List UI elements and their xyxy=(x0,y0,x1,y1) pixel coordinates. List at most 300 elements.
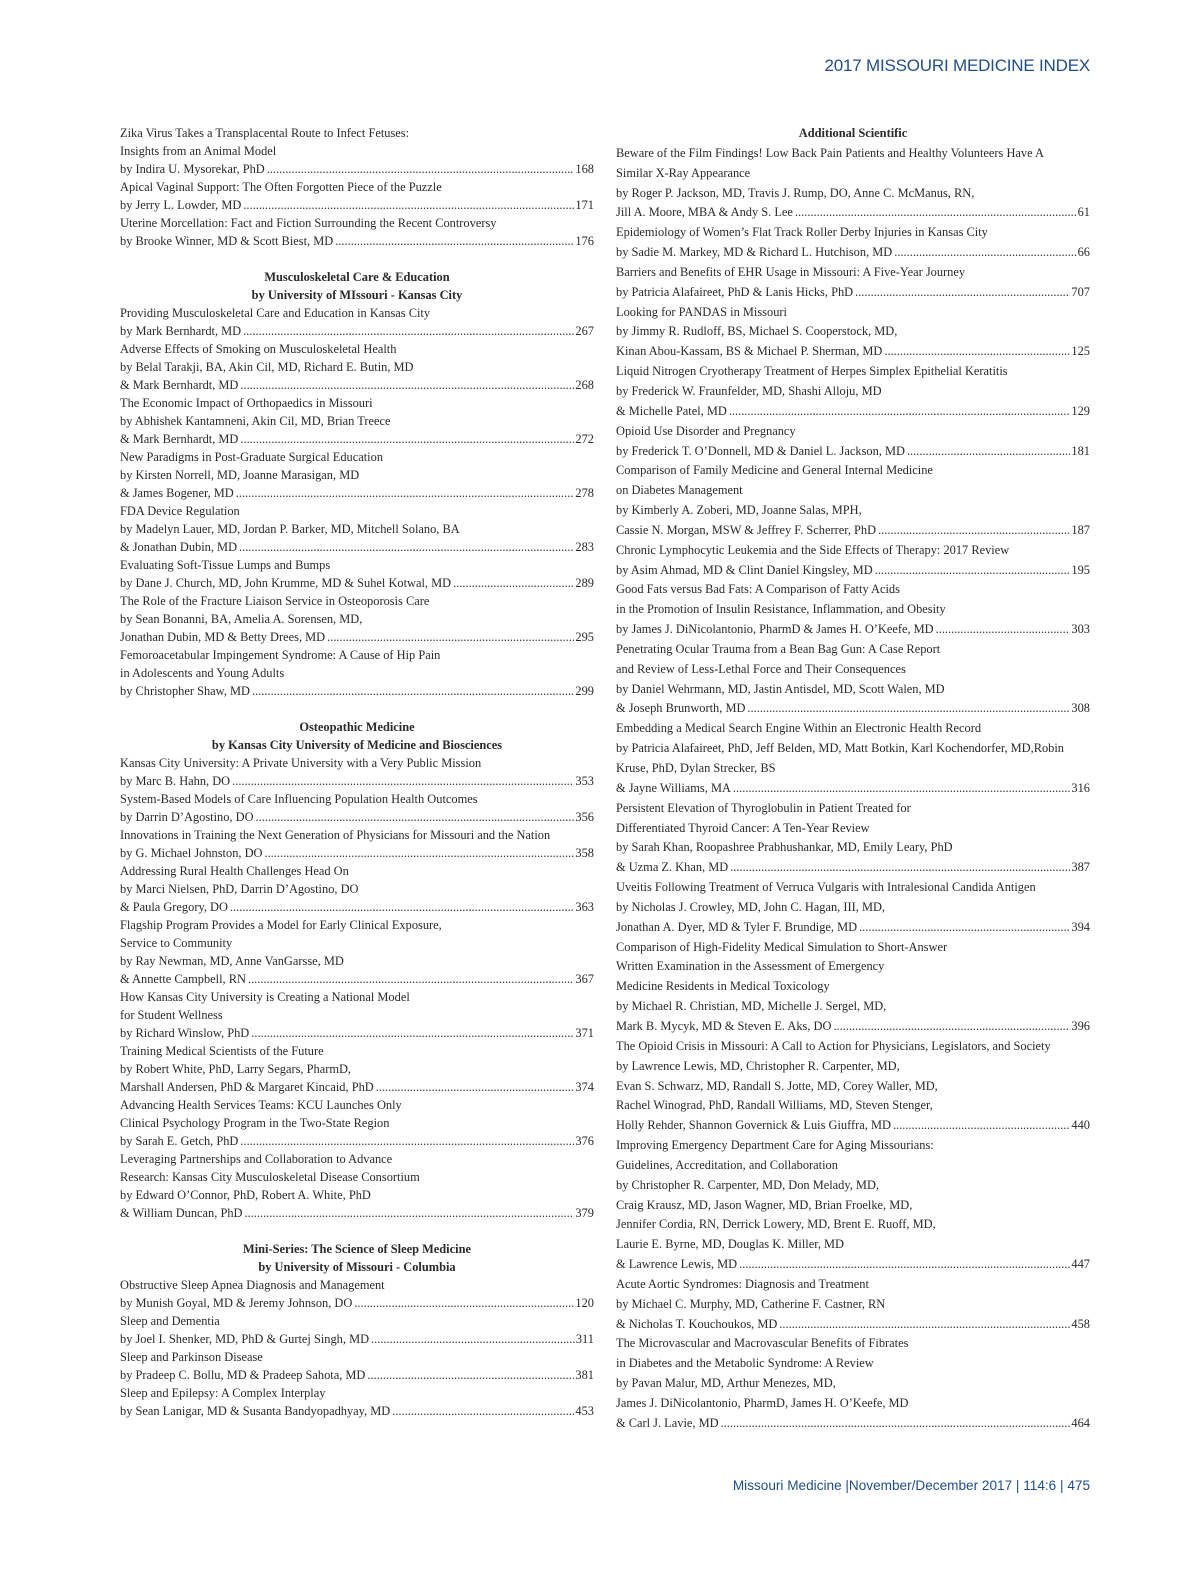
entry-author-line xyxy=(120,898,594,916)
entry-author-line xyxy=(120,682,594,700)
running-header: 2017 MISSOURI MEDICINE INDEX xyxy=(824,56,1090,75)
index-entry xyxy=(616,263,1090,303)
entry-title: How Kansas City University is Creating a National Model xyxy=(120,990,410,1004)
entry-title: Advancing Health Services Teams: KCU Launches Only xyxy=(120,1098,402,1112)
entry-authors: by Lawrence Lewis, MD, Christopher R. Carpenter, MD, xyxy=(616,1058,900,1073)
entry-authors: by Abhishek Kantamneni, Akin Cil, MD, Brian Treece xyxy=(120,414,391,428)
entry-title: Comparison of Family Medicine and General Internal Medicine xyxy=(616,463,933,478)
entry-author-line xyxy=(616,561,1090,581)
entry-title: in the Promotion of Insulin Resistance, Inflammation, and Obesity xyxy=(616,602,946,617)
page-number: 458 xyxy=(1071,1316,1090,1331)
entry-title: System-Based Models of Care Influencing Population Health Outcomes xyxy=(120,792,478,806)
page-number: 367 xyxy=(575,972,594,986)
index-entry xyxy=(616,580,1090,640)
dot-leader xyxy=(256,808,575,826)
dot-leader xyxy=(936,620,1071,640)
index-entry xyxy=(120,304,594,340)
index-entry xyxy=(616,144,1090,223)
page-number: 187 xyxy=(1071,522,1090,537)
page-number: 129 xyxy=(1071,403,1090,418)
entry-authors: Kruse, PhD, Dylan Strecker, BS xyxy=(616,761,776,775)
entry-title: Similar X-Ray Appearance xyxy=(616,165,751,180)
page-number: 268 xyxy=(575,378,594,392)
entry-authors: James J. DiNicolantonio, PharmD, James H. O’Keefe, MD xyxy=(616,1396,909,1410)
index-entry xyxy=(616,1275,1090,1335)
entry-title: Innovations in Training the Next Generation of Physicians for Missouri and the Nation xyxy=(120,828,551,842)
dot-leader xyxy=(392,1402,574,1420)
dot-leader xyxy=(721,1414,1071,1434)
entry-authors: by Robert White, PhD, Larry Segars, PharmD, xyxy=(120,1062,352,1076)
dot-leader xyxy=(264,844,574,862)
entry-title: The Microvascular and Macrovascular Benefits of Fibrates xyxy=(616,1336,909,1351)
index-entry xyxy=(616,541,1090,581)
entry-author-line xyxy=(120,628,594,646)
entry-authors: Laurie E. Byrne, MD, Douglas K. Miller, MD xyxy=(616,1237,845,1252)
entry-authors: Mark B. Mycyk, MD & Steven E. Aks, DO xyxy=(616,1018,832,1033)
index-entry xyxy=(120,1150,594,1222)
entry-title: Improving Emergency Department Care for Aging Missourians: xyxy=(616,1138,934,1153)
entry-author-line xyxy=(120,1078,594,1096)
section-heading: by University of MIssouri - Kansas City xyxy=(251,288,463,302)
dot-leader xyxy=(833,1017,1070,1037)
entry-title: Chronic Lymphocytic Leukemia and the Side Effects of Therapy: 2017 Review xyxy=(616,542,1010,557)
index-entry xyxy=(616,303,1090,363)
entry-authors: by Sarah E. Getch, PhD xyxy=(120,1134,239,1148)
entry-authors: by Christopher R. Carpenter, MD, Don Melady, MD, xyxy=(616,1177,879,1192)
entry-authors: by Ray Newman, MD, Anne VanGarsse, MD xyxy=(120,954,344,968)
entry-authors: by Sadie M. Markey, MD & Richard L. Hutchison, MD xyxy=(616,245,893,260)
entry-authors: by Patricia Alafaireet, PhD, Jeff Belden, MD, Matt Botkin, Karl Kochendorfer, MD,Robin xyxy=(616,741,1064,756)
entry-authors: Evan S. Schwarz, MD, Randall S. Jotte, MD, Corey Waller, MD, xyxy=(616,1078,938,1093)
entry-authors: by Joel I. Shenker, MD, PhD & Gurtej Singh, MD xyxy=(120,1332,370,1346)
entry-authors: Marshall Andersen, PhD & Margaret Kincaid, PhD xyxy=(120,1080,374,1094)
entry-title: Femoroacetabular Impingement Syndrome: A Cause of Hip Pain xyxy=(120,648,441,662)
dot-leader xyxy=(232,772,574,790)
entry-title: Persistent Elevation of Thyroglobulin in Patient Treated for xyxy=(616,800,911,815)
entry-title: Barriers and Benefits of EHR Usage in Missouri: A Five-Year Journey xyxy=(616,264,966,279)
page-number: 267 xyxy=(575,324,594,338)
entry-authors: by Brooke Winner, MD & Scott Biest, MD xyxy=(120,234,334,248)
index-section xyxy=(120,268,594,700)
entry-authors: by Mark Bernhardt, MD xyxy=(120,324,242,338)
index-entry xyxy=(616,799,1090,878)
entry-title: in Adolescents and Young Adults xyxy=(120,666,285,680)
index-column-right xyxy=(616,124,1090,1452)
entry-authors: & Mark Bernhardt, MD xyxy=(120,378,239,392)
entry-authors: by Belal Tarakji, BA, Akin Cil, MD, Richard E. Butin, MD xyxy=(120,360,414,374)
entry-title: Acute Aortic Syndromes: Diagnosis and Treatment xyxy=(616,1276,869,1291)
entry-authors: by Michael R. Christian, MD, Michelle J. Sergel, MD, xyxy=(616,999,887,1014)
entry-author-line xyxy=(120,1132,594,1150)
dot-leader xyxy=(893,1116,1070,1136)
index-entry xyxy=(120,340,594,394)
index-entry xyxy=(120,178,594,214)
entry-authors: & Jonathan Dubin, MD xyxy=(120,540,238,554)
entry-title: FDA Device Regulation xyxy=(120,504,240,518)
entry-authors: & William Duncan, PhD xyxy=(120,1206,243,1220)
index-entry xyxy=(120,502,594,556)
dot-leader xyxy=(875,561,1071,581)
entry-authors: by Nicholas J. Crowley, MD, John C. Hagan, III, MD, xyxy=(616,899,886,914)
index-entry xyxy=(120,754,594,790)
entry-author-line xyxy=(120,196,594,214)
page-number: 278 xyxy=(575,486,594,500)
index-entry xyxy=(120,448,594,502)
entry-title: Sleep and Dementia xyxy=(120,1314,220,1328)
page-number: 66 xyxy=(1077,245,1090,260)
entry-author-line xyxy=(616,918,1090,938)
index-column-left xyxy=(120,124,594,1438)
entry-title: Differentiated Thyroid Cancer: A Ten-Year Review xyxy=(616,820,870,835)
entry-title: The Economic Impact of Orthopaedics in Missouri xyxy=(120,396,373,410)
page-number: 381 xyxy=(575,1368,594,1382)
entry-author-line xyxy=(120,1366,594,1384)
index-entry xyxy=(616,640,1090,719)
entry-title: and Review of Less-Lethal Force and Their Consequences xyxy=(616,661,906,676)
page-number: 168 xyxy=(575,162,594,176)
entry-authors: by Marci Nielsen, PhD, Darrin D’Agostino, DO xyxy=(120,882,359,896)
page-number: 394 xyxy=(1071,919,1090,934)
entry-authors: & Carl J. Lavie, MD xyxy=(616,1415,719,1430)
entry-author-line xyxy=(616,243,1090,263)
index-section xyxy=(120,1240,594,1420)
entry-authors: by Edward O’Connor, PhD, Robert A. White, PhD xyxy=(120,1188,371,1202)
dot-leader xyxy=(884,342,1070,362)
entry-title: Leveraging Partnerships and Collaboration to Advance xyxy=(120,1152,393,1166)
entry-title: Flagship Program Provides a Model for Early Clinical Exposure, xyxy=(120,918,442,932)
page-number: 363 xyxy=(575,900,594,914)
entry-title: Comparison of High-Fidelity Medical Simulation to Short-Answer xyxy=(616,939,948,954)
page-number: 171 xyxy=(575,198,594,212)
dot-leader xyxy=(244,1204,574,1222)
entry-author-line xyxy=(120,484,594,502)
entry-author-line xyxy=(616,699,1090,719)
dot-leader xyxy=(733,779,1070,799)
entry-authors: by Darrin D’Agostino, DO xyxy=(120,810,254,824)
entry-author-line xyxy=(616,1017,1090,1037)
entry-authors: by Kimberly A. Zoberi, MD, Joanne Salas, MPH, xyxy=(616,503,862,518)
entry-authors: by Asim Ahmad, MD & Clint Daniel Kingsley, MD xyxy=(616,562,873,577)
entry-title: in Diabetes and the Metabolic Syndrome: A Review xyxy=(616,1356,874,1371)
dot-leader xyxy=(453,574,574,592)
dot-leader xyxy=(894,243,1076,263)
entry-authors: by Jimmy R. Rudloff, BS, Michael S. Cooperstock, MD, xyxy=(616,324,898,339)
dot-leader xyxy=(240,1132,574,1150)
section-heading: Musculoskeletal Care & Education xyxy=(264,270,450,284)
entry-authors: & Mark Bernhardt, MD xyxy=(120,432,239,446)
page-number: 299 xyxy=(575,684,594,698)
index-entry xyxy=(616,719,1090,798)
index-section xyxy=(120,124,594,250)
dot-leader xyxy=(354,1294,574,1312)
page-number: 387 xyxy=(1071,860,1090,875)
page-number: 464 xyxy=(1071,1415,1090,1430)
entry-author-line xyxy=(120,1204,594,1222)
page-number: 358 xyxy=(575,846,594,860)
entry-author-line xyxy=(616,342,1090,362)
page-number: 353 xyxy=(575,774,594,788)
index-entry xyxy=(616,1037,1090,1136)
index-entry xyxy=(616,461,1090,540)
entry-author-line xyxy=(616,521,1090,541)
entry-authors: Jonathan A. Dyer, MD & Tyler F. Brundige, MD xyxy=(616,919,858,934)
index-entry xyxy=(120,1384,594,1420)
entry-authors: by Dane J. Church, MD, John Krumme, MD & Suhel Kotwal, MD xyxy=(120,576,452,590)
page-number: 356 xyxy=(575,810,594,824)
entry-title: Uterine Morcellation: Fact and Fiction Surrounding the Recent Controversy xyxy=(120,216,497,230)
entry-authors: Holly Rehder, Shannon Governick & Luis Giuffra, MD xyxy=(616,1118,891,1133)
entry-author-line xyxy=(616,779,1090,799)
dot-leader xyxy=(859,918,1070,938)
dot-leader xyxy=(376,1078,575,1096)
entry-author-line xyxy=(616,402,1090,422)
entry-authors: & Joseph Brunworth, MD xyxy=(616,701,746,716)
entry-title: Sleep and Parkinson Disease xyxy=(120,1350,263,1364)
entry-title: Looking for PANDAS in Missouri xyxy=(616,304,787,319)
page-number: 181 xyxy=(1071,443,1090,458)
entry-author-line xyxy=(120,574,594,592)
index-entry xyxy=(120,1348,594,1384)
entry-authors: by Roger P. Jackson, MD, Travis J. Rump, DO, Anne C. McManus, RN, xyxy=(616,185,975,200)
index-section xyxy=(616,124,1090,1434)
entry-authors: & Annette Campbell, RN xyxy=(120,972,246,986)
entry-authors: & Nicholas T. Kouchoukos, MD xyxy=(616,1316,778,1331)
entry-authors: by Kirsten Norrell, MD, Joanne Marasigan, MD xyxy=(120,468,360,482)
dot-leader xyxy=(240,430,574,448)
page-number: 453 xyxy=(575,1404,594,1418)
entry-authors: & Uzma Z. Khan, MD xyxy=(616,860,729,875)
dot-leader xyxy=(251,1024,574,1042)
entry-title: Evaluating Soft-Tissue Lumps and Bumps xyxy=(120,558,331,572)
entry-authors: by Sean Lanigar, MD & Susanta Bandyopadhyay, MD xyxy=(120,1404,391,1418)
index-entry xyxy=(120,862,594,916)
entry-authors: by G. Michael Johnston, DO xyxy=(120,846,263,860)
entry-author-line xyxy=(120,538,594,556)
entry-authors: & Lawrence Lewis, MD xyxy=(616,1257,738,1272)
entry-authors: by Christopher Shaw, MD xyxy=(120,684,250,698)
entry-title: Epidemiology of Women’s Flat Track Roller Derby Injuries in Kansas City xyxy=(616,225,988,240)
dot-leader xyxy=(795,203,1077,223)
index-section xyxy=(120,718,594,1222)
entry-author-line xyxy=(616,1315,1090,1335)
page-number: 374 xyxy=(575,1080,594,1094)
page-number: 371 xyxy=(575,1026,594,1040)
page-number: 316 xyxy=(1071,780,1090,795)
entry-author-line xyxy=(120,376,594,394)
page-number: 376 xyxy=(575,1134,594,1148)
entry-author-line xyxy=(120,1330,594,1348)
index-entry xyxy=(616,1334,1090,1433)
section-heading: Additional Scientific xyxy=(798,126,908,140)
entry-author-line xyxy=(616,620,1090,640)
index-entry xyxy=(120,1312,594,1348)
entry-authors: by Frederick T. O’Donnell, MD & Daniel L. Jackson, MD xyxy=(616,443,905,458)
index-entry xyxy=(120,124,594,178)
entry-authors: by Frederick W. Fraunfelder, MD, Shashi Alloju, MD xyxy=(616,383,882,398)
entry-author-line xyxy=(120,1024,594,1042)
entry-author-line xyxy=(120,430,594,448)
entry-authors: Jennifer Cordia, RN, Derrick Lowery, MD, Brent E. Ruoff, MD, xyxy=(616,1217,936,1232)
entry-title: Service to Community xyxy=(120,936,233,950)
entry-authors: by Indira U. Mysorekar, PhD xyxy=(120,162,265,176)
entry-title: Insights from an Animal Model xyxy=(120,144,277,158)
entry-title: Uveitis Following Treatment of Verruca Vulgaris with Intralesional Candida Antigen xyxy=(616,880,1036,895)
entry-author-line xyxy=(616,442,1090,462)
dot-leader xyxy=(878,521,1070,541)
entry-authors: & Paula Gregory, DO xyxy=(120,900,228,914)
index-entry xyxy=(616,878,1090,938)
entry-author-line xyxy=(616,1414,1090,1434)
page-number: 195 xyxy=(1071,562,1090,577)
entry-author-line xyxy=(120,808,594,826)
page-number: 311 xyxy=(575,1332,594,1346)
index-entry xyxy=(120,1096,594,1150)
entry-authors: by Michael C. Murphy, MD, Catherine F. Castner, RN xyxy=(616,1296,886,1311)
index-entry xyxy=(120,1042,594,1096)
entry-authors: by Richard Winslow, PhD xyxy=(120,1026,250,1040)
entry-author-line xyxy=(120,772,594,790)
page-number: 308 xyxy=(1071,701,1090,716)
dot-leader xyxy=(327,628,574,646)
section-heading: Osteopathic Medicine xyxy=(299,720,415,734)
dot-leader xyxy=(230,898,574,916)
entry-title: New Paradigms in Post-Graduate Surgical Education xyxy=(120,450,384,464)
page-number: 120 xyxy=(575,1296,594,1310)
entry-title: Kansas City University: A Private University with a Very Public Mission xyxy=(120,756,482,770)
index-entry xyxy=(120,214,594,250)
index-entry xyxy=(616,938,1090,1037)
section-heading: by Kansas City University of Medicine and Biosciences xyxy=(211,738,503,752)
entry-author-line xyxy=(120,844,594,862)
entry-authors: Craig Krausz, MD, Jason Wagner, MD, Brian Froelke, MD, xyxy=(616,1197,913,1212)
index-entry xyxy=(120,646,594,700)
dot-leader xyxy=(907,442,1070,462)
page-number: 272 xyxy=(575,432,594,446)
entry-author-line xyxy=(120,1402,594,1420)
index-entry xyxy=(616,362,1090,422)
entry-author-line xyxy=(120,322,594,340)
entry-title: Training Medical Scientists of the Future xyxy=(120,1044,324,1058)
page-number: 295 xyxy=(575,630,594,644)
entry-authors: Cassie N. Morgan, MSW & Jeffrey F. Scherrer, PhD xyxy=(616,522,877,537)
entry-authors: & Michelle Patel, MD xyxy=(616,403,727,418)
entry-title: Good Fats versus Bad Fats: A Comparison of Fatty Acids xyxy=(616,582,900,597)
page-number: 61 xyxy=(1077,205,1090,220)
page-number: 283 xyxy=(575,540,594,554)
dot-leader xyxy=(243,322,574,340)
dot-leader xyxy=(747,699,1070,719)
entry-title: Obstructive Sleep Apnea Diagnosis and Management xyxy=(120,1278,385,1292)
entry-author-line xyxy=(120,970,594,988)
entry-author-line xyxy=(616,283,1090,303)
entry-authors: by Marc B. Hahn, DO xyxy=(120,774,231,788)
entry-title: Providing Musculoskeletal Care and Education in Kansas City xyxy=(120,306,431,320)
dot-leader xyxy=(240,376,574,394)
entry-title: Written Examination in the Assessment of Emergency xyxy=(616,959,885,974)
entry-authors: by Munish Goyal, MD & Jeremy Johnson, DO xyxy=(120,1296,353,1310)
dot-leader xyxy=(248,970,574,988)
entry-authors: by James J. DiNicolantonio, PharmD & James H. O’Keefe, MD xyxy=(616,622,934,637)
entry-title: The Opioid Crisis in Missouri: A Call to Action for Physicians, Legislators, and Society xyxy=(616,1038,1051,1053)
entry-authors: & James Bogener, MD xyxy=(120,486,234,500)
index-entry xyxy=(120,826,594,862)
index-entry xyxy=(120,1276,594,1312)
entry-title: Zika Virus Takes a Transplacental Route to Infect Fetuses: xyxy=(120,126,410,140)
entry-title: Penetrating Ocular Trauma from a Bean Bag Gun: A Case Report xyxy=(616,641,941,656)
dot-leader xyxy=(239,538,574,556)
page-number: 379 xyxy=(575,1206,594,1220)
page-number: 289 xyxy=(575,576,594,590)
entry-author-line xyxy=(616,858,1090,878)
index-entry xyxy=(616,1136,1090,1275)
entry-title: Opioid Use Disorder and Pregnancy xyxy=(616,423,796,438)
index-entry xyxy=(120,592,594,646)
entry-title: Apical Vaginal Support: The Often Forgotten Piece of the Puzzle xyxy=(120,180,442,194)
page-number: 447 xyxy=(1071,1257,1090,1272)
page-number: 707 xyxy=(1071,284,1090,299)
entry-authors: by Pavan Malur, MD, Arthur Menezes, MD, xyxy=(616,1376,836,1391)
entry-authors: by Sarah Khan, Roopashree Prabhushankar, MD, Emily Leary, PhD xyxy=(616,840,953,855)
dot-leader xyxy=(367,1366,574,1384)
entry-author-line xyxy=(120,160,594,178)
index-entry xyxy=(120,988,594,1042)
entry-author-line xyxy=(120,232,594,250)
dot-leader xyxy=(855,283,1070,303)
entry-title: Guidelines, Accreditation, and Collaboration xyxy=(616,1157,838,1172)
dot-leader xyxy=(730,858,1070,878)
page-number: 440 xyxy=(1071,1118,1090,1133)
entry-authors: Jill A. Moore, MBA & Andy S. Lee xyxy=(616,205,793,220)
dot-leader xyxy=(252,682,574,700)
page-number: 303 xyxy=(1071,622,1090,637)
dot-leader xyxy=(739,1255,1070,1275)
entry-title: Adverse Effects of Smoking on Musculoskeletal Health xyxy=(120,342,397,356)
entry-title: Liquid Nitrogen Cryotherapy Treatment of Herpes Simplex Epithelial Keratitis xyxy=(616,364,1008,379)
entry-authors: by Sean Bonanni, BA, Amelia A. Sorensen, MD, xyxy=(120,612,363,626)
entry-authors: & Jayne Williams, MA xyxy=(616,780,731,795)
entry-author-line xyxy=(616,1255,1090,1275)
page-footer: Missouri Medicine |November/December 2017 | 114:6 | 475 xyxy=(732,1478,1090,1493)
entry-title: The Role of the Fracture Liaison Service in Osteoporosis Care xyxy=(120,594,430,608)
entry-title: Sleep and Epilepsy: A Complex Interplay xyxy=(120,1386,326,1400)
dot-leader xyxy=(729,402,1071,422)
page-number: 396 xyxy=(1071,1018,1090,1033)
entry-title: Research: Kansas City Musculoskeletal Disease Consortium xyxy=(120,1170,420,1184)
entry-authors: by Daniel Wehrmann, MD, Jastin Antisdel, MD, Scott Walen, MD xyxy=(616,681,945,696)
entry-authors: Rachel Winograd, PhD, Randall Williams, MD, Steven Stenger, xyxy=(616,1098,933,1113)
entry-authors: Jonathan Dubin, MD & Betty Drees, MD xyxy=(120,630,326,644)
entry-title: Embedding a Medical Search Engine Within an Electronic Health Record xyxy=(616,721,982,736)
dot-leader xyxy=(267,160,575,178)
section-heading: Mini-Series: The Science of Sleep Medicine xyxy=(243,1242,471,1256)
entry-authors: by Madelyn Lauer, MD, Jordan P. Barker, MD, Mitchell Solano, BA xyxy=(120,522,460,536)
index-entry xyxy=(616,422,1090,462)
index-entry xyxy=(120,916,594,988)
dot-leader xyxy=(779,1315,1070,1335)
entry-title: for Student Wellness xyxy=(120,1008,223,1022)
dot-leader xyxy=(236,484,575,502)
index-entry xyxy=(120,394,594,448)
entry-authors: Kinan Abou-Kassam, BS & Michael P. Sherman, MD xyxy=(616,344,883,359)
section-heading: by University of Missouri - Columbia xyxy=(258,1260,456,1274)
entry-authors: by Patricia Alafaireet, PhD & Lanis Hicks, PhD xyxy=(616,284,854,299)
index-entry xyxy=(616,223,1090,263)
entry-title: Clinical Psychology Program in the Two-State Region xyxy=(120,1116,390,1130)
dot-leader xyxy=(371,1330,575,1348)
index-entry xyxy=(120,790,594,826)
page-number: 176 xyxy=(575,234,594,248)
page-number: 125 xyxy=(1071,344,1090,359)
